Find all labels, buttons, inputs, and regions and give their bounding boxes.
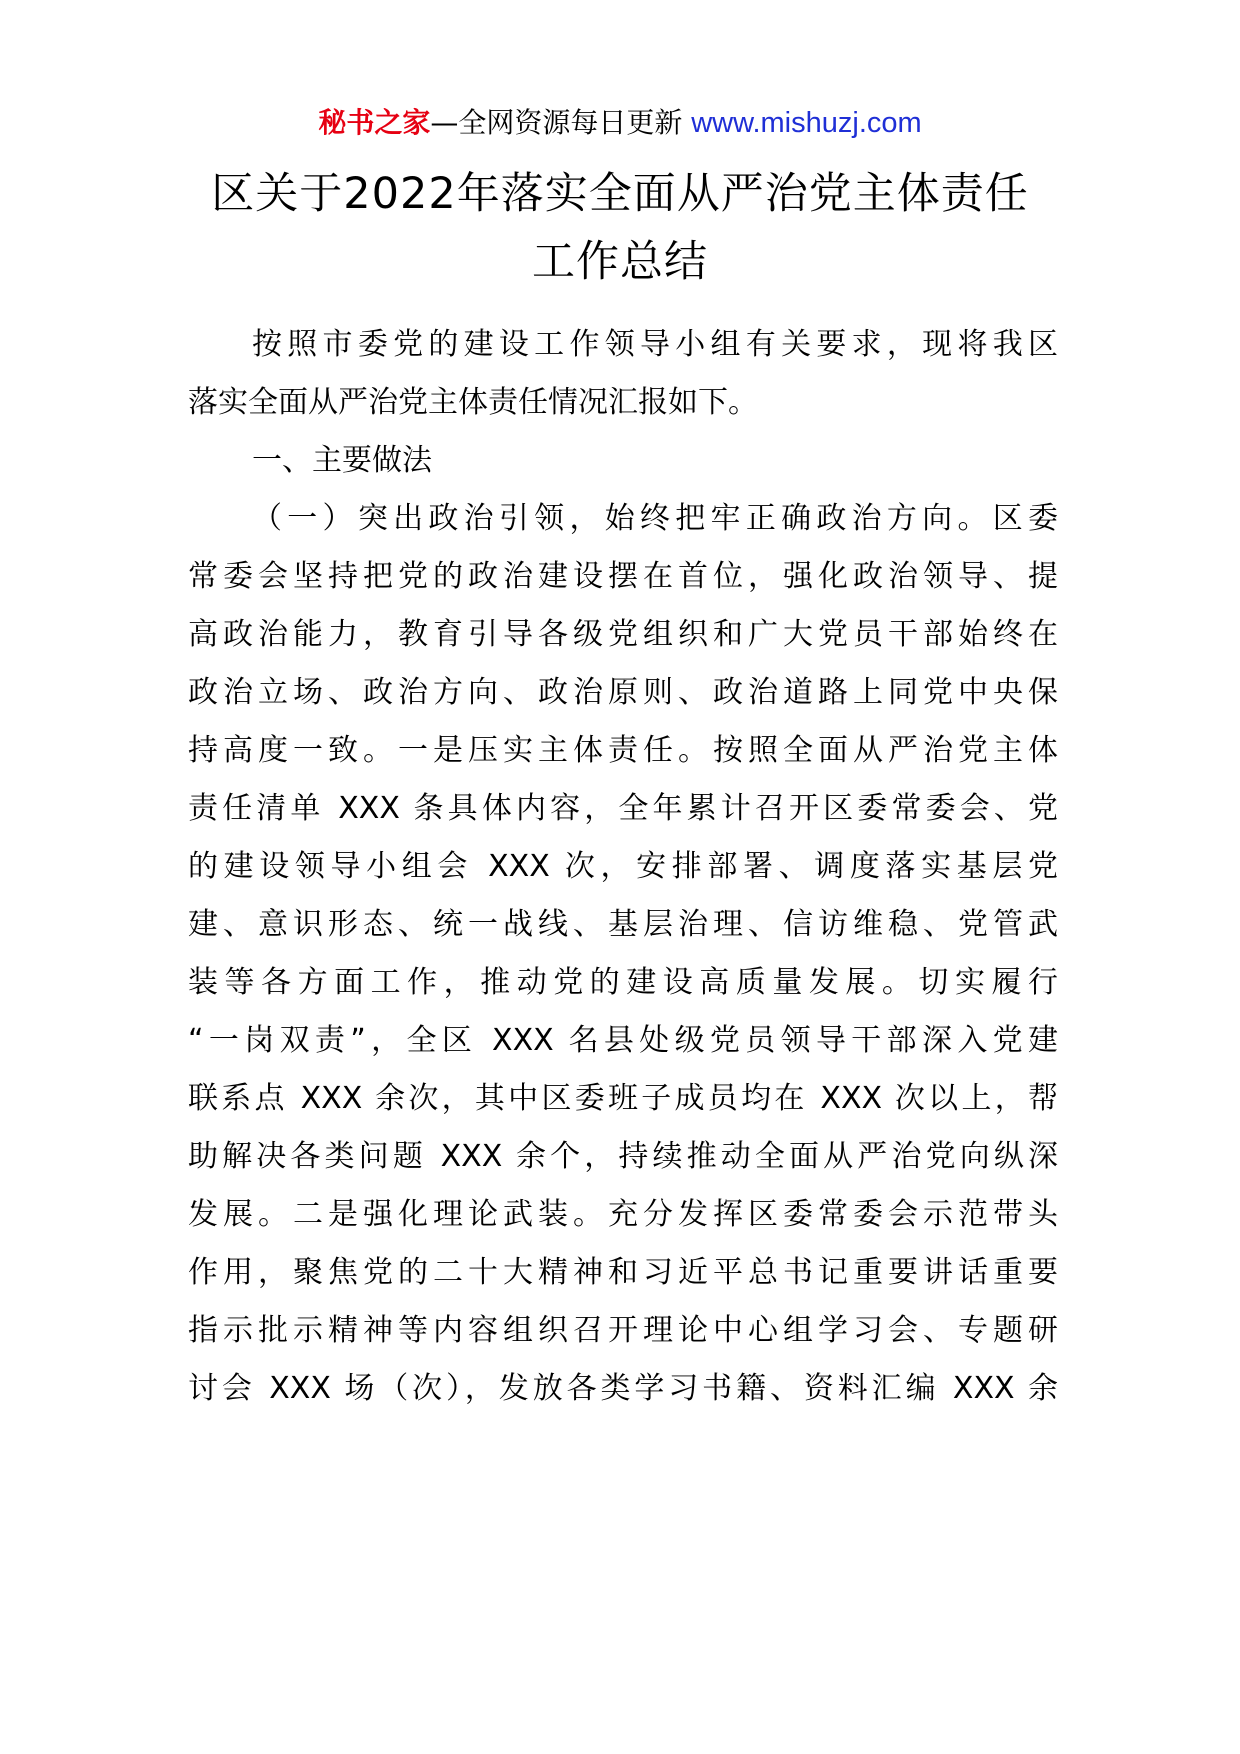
site-header — [0, 103, 1240, 143]
header-tagline: —全网资源每日更新 — [430, 106, 692, 139]
paragraph-line: 发展。二是强化理论武装。充分发挥区委常委会示范带头 — [188, 1197, 1058, 1232]
paragraph-line: “一岗双责”，全区 XXX 名县处级党员领导干部深入党建 — [188, 1023, 1058, 1058]
paragraph-line: 政治立场、政治方向、政治原则、政治道路上同党中央保 — [188, 675, 1058, 710]
paragraph-line: 落实全面从严治党主体责任情况汇报如下。 — [188, 385, 758, 420]
document-title-line-2: 工作总结 — [532, 237, 708, 287]
section-heading: 一、主要做法 — [252, 443, 432, 478]
paragraph-line: （一）突出政治引领，始终把牢正确政治方向。区委 — [252, 501, 1058, 536]
paragraph-line: 建、意识形态、统一战线、基层治理、信访维稳、党管武 — [188, 907, 1058, 942]
paragraph-line: 持高度一致。一是压实主体责任。按照全面从严治党主体 — [188, 733, 1058, 768]
brand-name: 秘书之家 — [318, 106, 431, 139]
paragraph-line: 联系点 XXX 余次，其中区委班子成员均在 XXX 次以上，帮 — [188, 1081, 1058, 1116]
paragraph-line: 高政治能力，教育引导各级党组织和广大党员干部始终在 — [188, 617, 1058, 652]
paragraph-line: 讨会 XXX 场（次），发放各类学习书籍、资料汇编 XXX 余 — [188, 1371, 1058, 1406]
paragraph-line: 指示批示精神等内容组织召开理论中心组学习会、专题研 — [188, 1313, 1058, 1348]
paragraph-line: 常委会坚持把党的政治建设摆在首位，强化政治领导、提 — [188, 559, 1058, 594]
paragraph-line: 的建设领导小组会 XXX 次，安排部署、调度落实基层党 — [188, 849, 1058, 884]
site-url[interactable]: www.mishuzj.com — [691, 107, 922, 139]
paragraph-line: 装等各方面工作，推动党的建设高质量发展。切实履行 — [188, 965, 1058, 1000]
paragraph-line: 责任清单 XXX 条具体内容，全年累计召开区委常委会、党 — [188, 791, 1058, 826]
paragraph-line: 作用，聚焦党的二十大精神和习近平总书记重要讲话重要 — [188, 1255, 1058, 1290]
document-title-line-1: 区关于2022年落实全面从严治党主体责任 — [211, 169, 1029, 219]
paragraph-line: 助解决各类问题 XXX 余个，持续推动全面从严治党向纵深 — [188, 1139, 1058, 1174]
paragraph-line: 按照市委党的建设工作领导小组有关要求，现将我区 — [252, 327, 1058, 362]
